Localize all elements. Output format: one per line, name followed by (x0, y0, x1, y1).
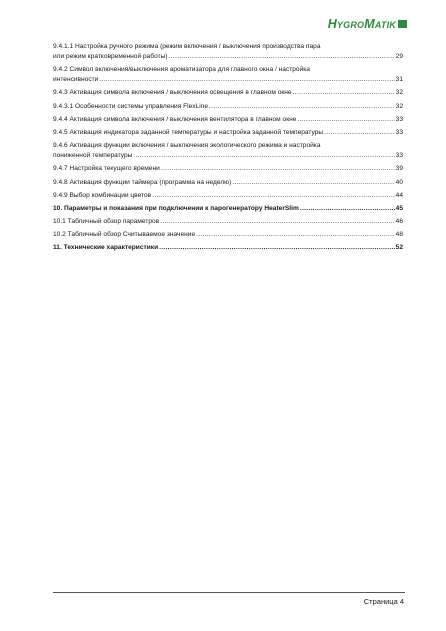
toc-entry-title: интенсивности (53, 76, 99, 84)
toc-leader-dots (169, 52, 395, 62)
toc-entry[interactable] (53, 141, 403, 161)
toc-entry-title: 9.4.6 Активация функции включения / выключения экологического режима и настройка (53, 142, 321, 150)
toc-leader-dots (293, 88, 395, 98)
toc-entry[interactable] (53, 230, 403, 240)
toc-leader-dots (297, 115, 394, 125)
toc-entry-title: 9.4.8 Активация функции таймера (программа на неделю) (53, 178, 232, 186)
toc-page-number: 33 (395, 152, 403, 160)
toc-entry[interactable] (53, 204, 403, 214)
toc-entry[interactable] (53, 243, 403, 253)
toc-entry-title: пониженной температуры (53, 152, 133, 160)
footer-divider (53, 592, 405, 593)
toc-leader-dots (300, 204, 395, 214)
toc-page-number: 32 (395, 102, 403, 110)
toc-entry[interactable] (53, 115, 403, 125)
toc-leader-dots (133, 151, 394, 161)
toc-entry-title: 9.4.7 Настройка текущего времени (53, 165, 160, 173)
toc-leader-dots (161, 164, 395, 174)
toc-leader-dots (99, 75, 394, 85)
toc-leader-dots (152, 191, 394, 201)
toc-entry[interactable] (53, 65, 403, 85)
toc-page-number: 29 (395, 53, 403, 60)
toc-leader-dots (324, 128, 395, 138)
toc-page-number: 45 (395, 204, 403, 212)
toc-entry-title: 9.4.9 Выбор комбинации цветов (53, 191, 152, 199)
toc-entry[interactable] (53, 42, 403, 62)
toc-entry-title: 10. Параметры и показания при подключении к парогенератору HeaterSlim (53, 204, 299, 212)
toc-page-number: 31 (395, 76, 403, 84)
toc-leader-dots (160, 217, 394, 227)
toc-entry-title: 9.4.3 Активация символа включения / выключения освещения в главном окне (53, 89, 292, 97)
toc-leader-dots (196, 230, 395, 240)
toc-page-number: 39 (395, 165, 403, 173)
toc-page-number: 44 (395, 191, 403, 199)
logo-wordmark: HYGROMATIK (327, 17, 396, 31)
toc-entry-title: 9.4.5 Активация индикатора заданной температуры и настройка заданной температуры (53, 128, 324, 136)
toc-entry[interactable] (53, 217, 403, 227)
toc-entry[interactable] (53, 102, 403, 112)
toc-page-number: 33 (395, 115, 403, 123)
logo-square-icon (398, 20, 407, 28)
toc-entry[interactable] (53, 128, 403, 138)
toc-entry[interactable] (53, 164, 403, 174)
page-number: Страница 4 (363, 597, 404, 606)
toc-leader-dots (232, 178, 394, 188)
toc-page-number: 33 (395, 128, 403, 136)
toc-entry-title: 9.4.2 Символ включения/выключения ароматизатора для главного окна / настройка (53, 66, 310, 74)
toc-page-number: 46 (395, 218, 403, 226)
toc-entry-title: 10.1 Табличный обзор параметров (53, 218, 160, 226)
hygromatik-logo (328, 17, 407, 31)
toc-entry[interactable] (53, 191, 403, 201)
toc-leader-dots (159, 243, 395, 253)
toc-entry-title: 9.4.4 Активация символа включения / выключения вентилятора в главном окне (53, 115, 297, 123)
table-of-contents (53, 42, 403, 257)
toc-entry-title: или режим кратковременной работы) (53, 53, 168, 60)
toc-entry-title: 9.4.3.1 Особенности системы управления FlexLine (53, 102, 209, 110)
toc-page-number: 52 (395, 244, 403, 252)
toc-page-number: 32 (395, 89, 403, 97)
toc-entry[interactable] (53, 88, 403, 98)
toc-page-number: 40 (395, 178, 403, 186)
toc-page-number: 48 (395, 231, 403, 239)
toc-leader-dots (209, 102, 395, 112)
toc-entry-title: 11. Технические характеристики (53, 244, 159, 252)
toc-entry[interactable] (53, 178, 403, 188)
toc-entry-title: 9.4.1.1 Настройка ручного режима (режим включения / выключения производства пара (53, 43, 321, 50)
toc-entry-title: 10.2 Табличный обзор Считываемое значение (53, 231, 196, 239)
